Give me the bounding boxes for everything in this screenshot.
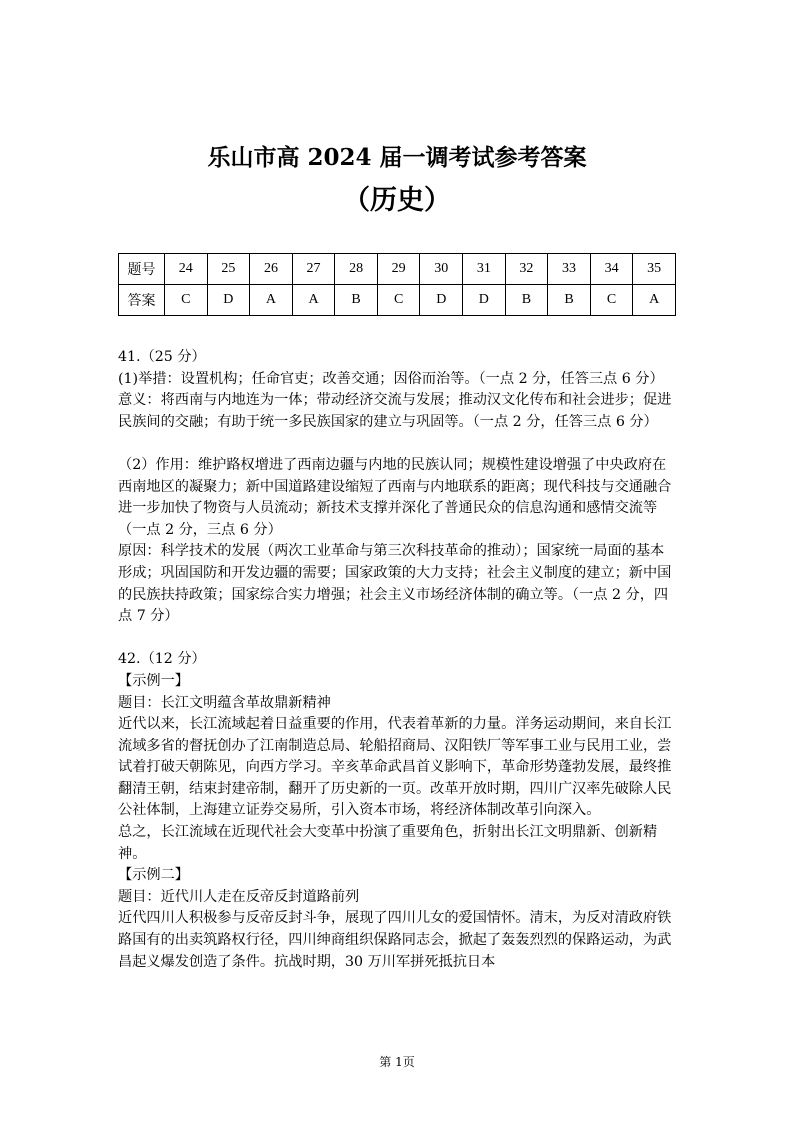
question-number: 31 xyxy=(463,254,506,285)
example2-body: 近代四川人积极参与反帝反封斗争，展现了四川儿女的爱国情怀。清末，为反对清政府铁路国有的出卖筑路权行径，四川绅商组织保路同志会，掀起了轰轰烈烈的保路运动，为武昌起义爆发创造了条件。抗战时期，30 万川军拼死抵抗日本 xyxy=(118,910,672,970)
answer-body xyxy=(118,347,678,973)
row-label-number: 题号 xyxy=(119,254,165,285)
question-number: 30 xyxy=(420,254,463,285)
row-label-answer: 答案 xyxy=(119,285,165,316)
table-row-answers xyxy=(119,285,676,316)
example1-body: 近代以来，长江流域起着日益重要的作用，代表着革新的力量。洋务运动期间，来自长江流域多省的督抚创办了江南制造总局、轮船招商局、汉阳铁厂等军事工业与民用工业，尝试着打破天朝陈见，向西方学习。辛亥革命武昌首义影响下，革命形势蓬勃发展，最终推翻清王朝，结束封建帝制，翻开了历史新的一页。改革开放时期，四川广汉率先破除人民公社体制，上海建立证券交易所，引入资本市场，将经济体制改革引向深入。 xyxy=(118,716,672,819)
question-number: 34 xyxy=(590,254,633,285)
answer-cell: B xyxy=(548,285,591,316)
example1-conclusion: 总之，长江流域在近现代社会大变革中扮演了重要角色，折射出长江文明鼎新、创新精神。 xyxy=(118,824,658,862)
answer-cell: A xyxy=(250,285,293,316)
question-number: 24 xyxy=(165,254,208,285)
answer-cell: C xyxy=(165,285,208,316)
question-number: 33 xyxy=(548,254,591,285)
answer-cell: B xyxy=(335,285,378,316)
answer-cell: A xyxy=(292,285,335,316)
q41-part1-significance: 意义：将西南与内地连为一体；带动经济交流与发展；推动汉文化传布和社会进步；促进民族间的交融；有助于统一多民族国家的建立与巩固等。（一点 2 分，任答三点 6 分） xyxy=(118,392,672,430)
q41-heading: 41.（25 分） xyxy=(118,349,206,365)
answer-cell: A xyxy=(633,285,676,316)
answer-cell: C xyxy=(590,285,633,316)
q41-part1-measures: (1)举措：设置机构；任命官吏；改善交通；因俗而治等。（一点 2 分，任答三点 6 分） xyxy=(118,370,664,387)
question-number: 32 xyxy=(505,254,548,285)
example1-label: 【示例一】 xyxy=(118,672,189,689)
question-number: 26 xyxy=(250,254,293,285)
paragraph-gap xyxy=(118,433,678,455)
question-number: 28 xyxy=(335,254,378,285)
answer-cell: B xyxy=(505,285,548,316)
example2-label: 【示例二】 xyxy=(118,867,189,884)
paragraph-gap xyxy=(118,628,678,650)
document-subtitle: （历史） xyxy=(343,185,451,216)
answer-cell: C xyxy=(377,285,420,316)
answer-cell: D xyxy=(463,285,506,316)
q42-heading: 42.（12 分） xyxy=(118,651,206,668)
question-number: 29 xyxy=(377,254,420,285)
question-number: 27 xyxy=(292,254,335,285)
question-number: 35 xyxy=(633,254,676,285)
answer-cell: D xyxy=(420,285,463,316)
document-title: 乐山市高 2024 届一调考试参考答案 xyxy=(207,144,587,171)
example1-topic: 题目：长江文明蕴含革故鼎新精神 xyxy=(118,694,331,711)
q41-part2-reasons: 原因：科学技术的发展（两次工业革命与第三次科技革命的推动）；国家统一局面的基本形成；巩固国防和开发边疆的需要；国家政策的大力支持；社会主义制度的建立；新中国的民族扶持政策；国家综合实力增强；社会主义市场经济体制的确立等。（一点 2 分，四点 7 分） xyxy=(118,543,672,625)
question-number: 25 xyxy=(207,254,250,285)
q41-part2-effects: （2）作用：维护路权增进了西南边疆与内地的民族认同；规模性建设增强了中央政府在西南地区的凝聚力；新中国道路建设缩短了西南与内地联系的距离；现代科技与交通融合进一步加快了物资与人员流动；新技术支撑并深化了普通民众的信息沟通和感情交流等（一点 2 分，三点 6 分） xyxy=(118,456,672,538)
answer-table xyxy=(118,253,676,316)
example2-topic: 题目：近代川人走在反帝反封道路前列 xyxy=(118,888,360,905)
table-row-numbers xyxy=(119,254,676,285)
answer-cell: D xyxy=(207,285,250,316)
page-number: 第 1页 xyxy=(379,1055,415,1069)
